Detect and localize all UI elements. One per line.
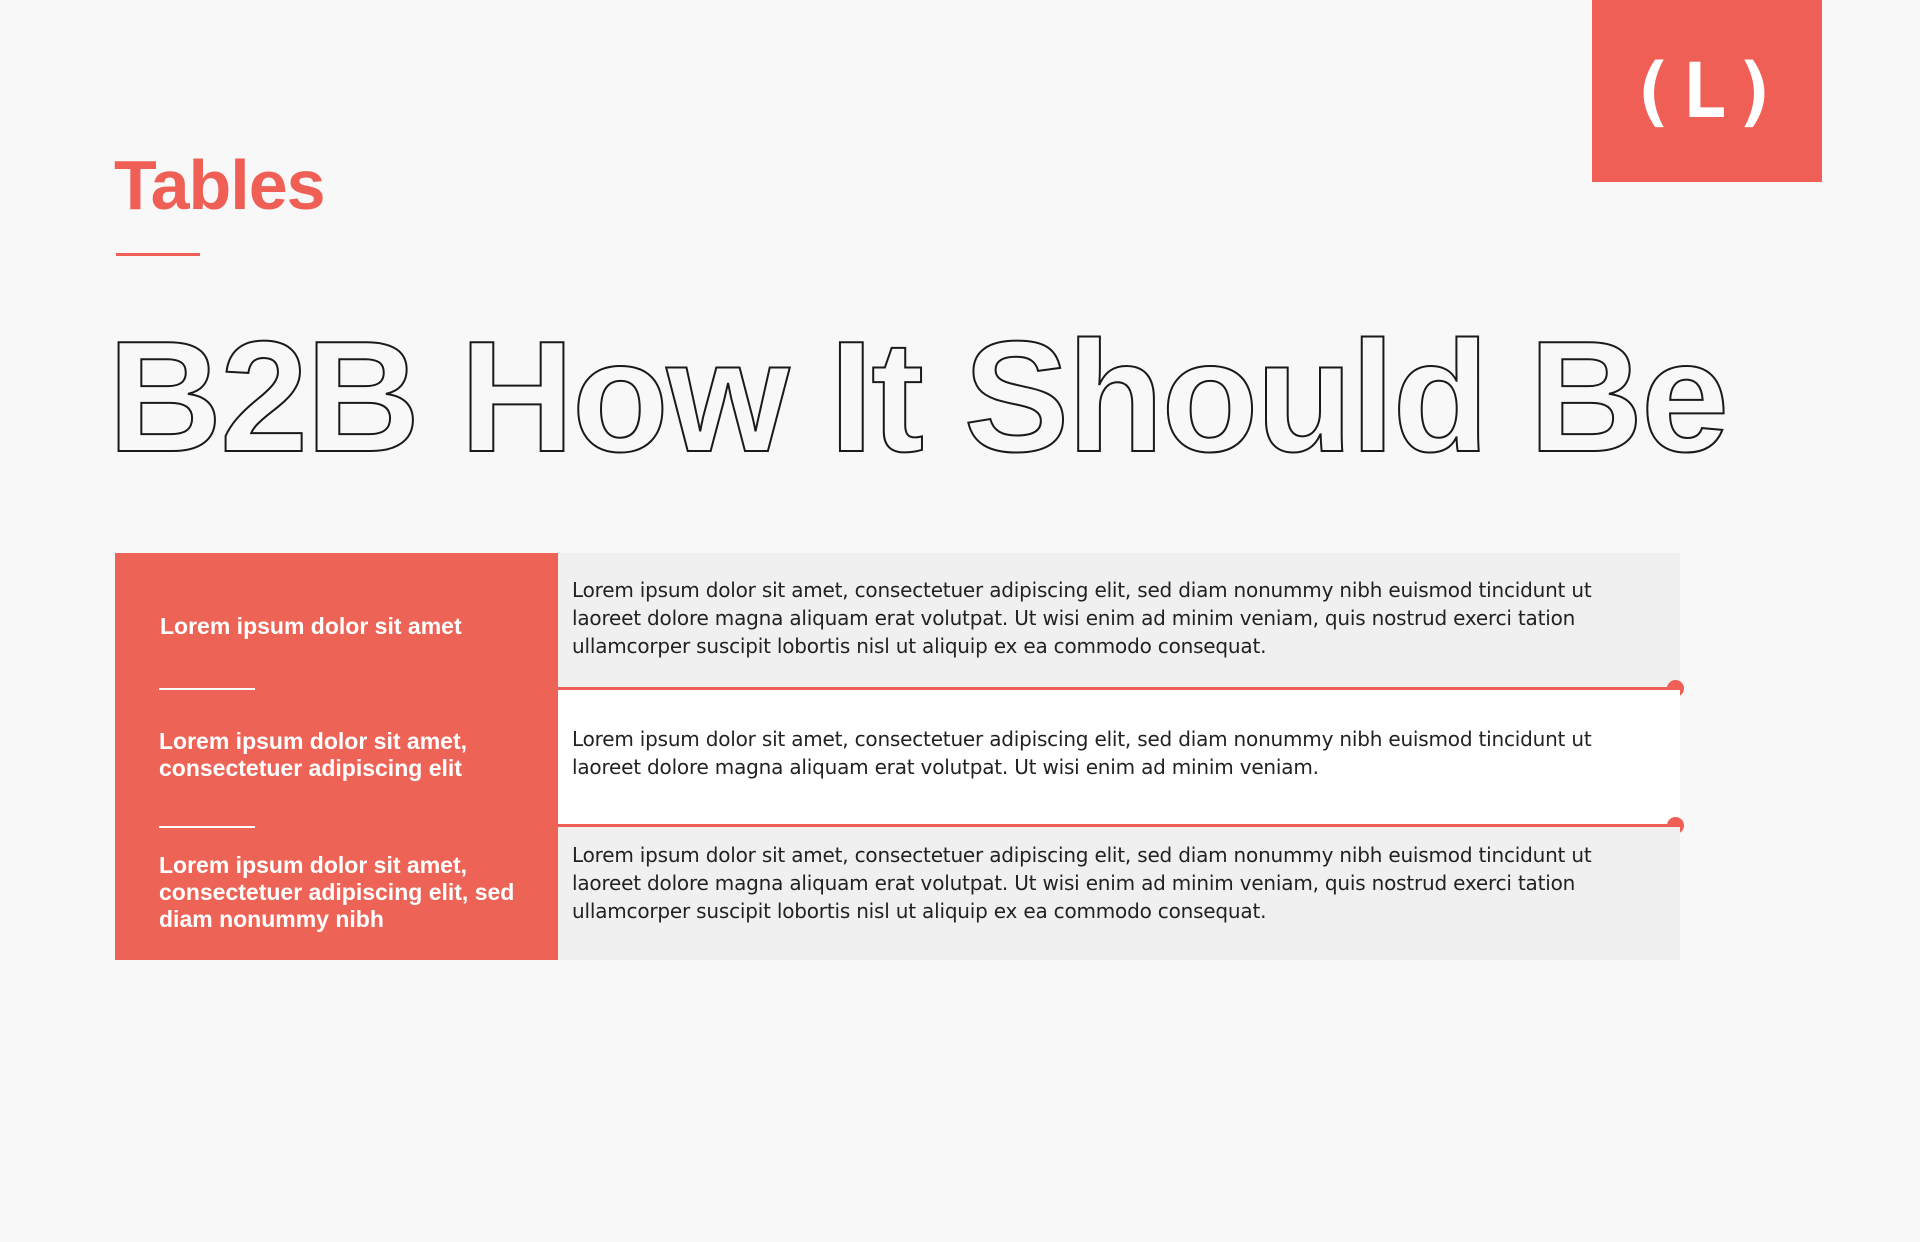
logo-mark: (L): [1629, 46, 1785, 135]
table-row-description: Lorem ipsum dolor sit amet, consectetuer adipiscing elit, sed diam nonummy nibh euismod tincidunt ut laoreet dolore magna aliquam erat volutpat. Ut wisi enim ad minim veniam.: [572, 727, 1592, 779]
brand-logo: [1592, 0, 1822, 182]
table-row: [558, 827, 1680, 960]
table-row-label: Lorem ipsum dolor sit amet, consectetuer adipiscing elit, sed diam nonummy nibh: [159, 852, 515, 932]
label-divider: [159, 826, 255, 828]
table-row-label: Lorem ipsum dolor sit amet, consectetuer adipiscing elit: [159, 728, 467, 781]
table-row-description: Lorem ipsum dolor sit amet, consectetuer adipiscing elit, sed diam nonummy nibh euismod tincidunt ut laoreet dolore magna aliquam erat volutpat. Ut wisi enim ad minim veniam, quis nostrud exerci tation ullamcorper suscipit lobortis nisl ut aliquip ex ea commodo consequat.: [572, 843, 1592, 923]
label-divider: [159, 688, 255, 690]
title-underline: [116, 253, 200, 256]
table-row-description: Lorem ipsum dolor sit amet, consectetuer adipiscing elit, sed diam nonummy nibh euismod tincidunt ut laoreet dolore magna aliquam erat volutpat. Ut wisi enim ad minim veniam, quis nostrud exerci tation ullamcorper suscipit lobortis nisl ut aliquip ex ea commodo consequat.: [572, 578, 1592, 658]
table-row: [558, 690, 1680, 824]
headline: B2B How It Should Be: [108, 309, 1727, 485]
table-row: [558, 553, 1680, 687]
table-row-label: Lorem ipsum dolor sit amet: [160, 613, 462, 639]
section-title: Tables: [114, 146, 325, 224]
table-label-column: [115, 553, 558, 960]
